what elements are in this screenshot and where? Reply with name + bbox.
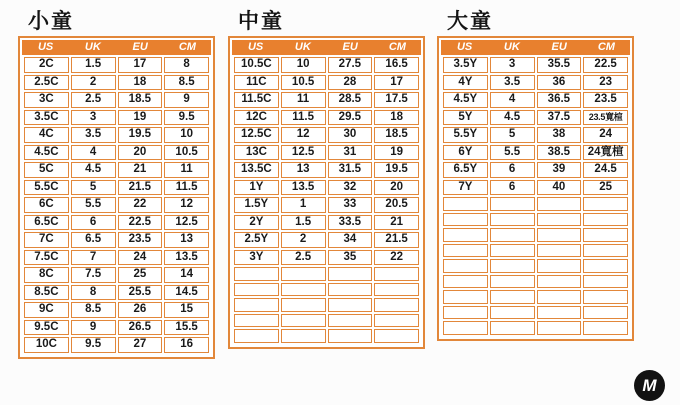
size-cell: 22.5 (583, 57, 628, 73)
table-row (234, 92, 419, 108)
size-cell: 5C (24, 162, 69, 178)
empty-cell (328, 329, 373, 343)
size-cell: 4 (490, 92, 535, 108)
table-row (443, 75, 628, 91)
column-header: CM (178, 41, 196, 53)
size-cell: 4.5Y (443, 92, 488, 108)
size-cell: 33 (328, 197, 373, 213)
size-grid (22, 55, 211, 355)
table-row (234, 298, 419, 312)
table-row (443, 228, 628, 242)
size-cell: 7C (24, 232, 69, 248)
table-row (443, 213, 628, 227)
table-row (234, 215, 419, 231)
table-row (24, 57, 209, 73)
column-header: CM (388, 41, 406, 53)
size-cell: 27.5 (328, 57, 373, 73)
size-cell: 19 (374, 145, 419, 161)
size-cell: 35 (328, 250, 373, 266)
table-row (234, 283, 419, 297)
size-cell: 4Y (443, 75, 488, 91)
size-cell: 2.5 (71, 92, 116, 108)
size-cell: 12 (164, 197, 209, 213)
empty-cell (281, 298, 326, 312)
empty-cell (490, 259, 535, 273)
size-cell: 3C (24, 92, 69, 108)
size-cell: 8C (24, 267, 69, 283)
size-cell: 5.5C (24, 180, 69, 196)
size-cell: 9C (24, 302, 69, 318)
empty-cell (443, 244, 488, 258)
size-cell: 6 (71, 215, 116, 231)
empty-cell (374, 298, 419, 312)
size-cell: 4.5C (24, 145, 69, 161)
size-cell: 8.5 (164, 75, 209, 91)
size-cell: 3 (71, 110, 116, 126)
table-row (443, 197, 628, 211)
size-cell: 6Y (443, 145, 488, 161)
size-cell: 25.5 (118, 285, 163, 301)
size-cell: 24.5 (583, 162, 628, 178)
brand-logo (634, 370, 665, 401)
size-cell: 18 (374, 110, 419, 126)
table-row (443, 306, 628, 320)
empty-cell (537, 321, 582, 335)
size-cell: 17.5 (374, 92, 419, 108)
size-cell: 15.5 (164, 320, 209, 336)
size-cell: 5.5Y (443, 127, 488, 143)
empty-cell (537, 306, 582, 320)
size-cell: 22 (118, 197, 163, 213)
size-grid (441, 55, 630, 337)
column-header: EU (551, 41, 567, 53)
size-cell: 9.5 (164, 110, 209, 126)
size-cell: 5.5 (490, 145, 535, 161)
size-cell: 24 (118, 250, 163, 266)
column-header: EU (132, 41, 148, 53)
size-cell: 2Y (234, 215, 279, 231)
empty-cell (443, 275, 488, 289)
column-header: UK (84, 41, 101, 53)
empty-cell (281, 329, 326, 343)
table-row (24, 75, 209, 91)
size-cell: 12.5C (234, 127, 279, 143)
size-cell: 10.5 (164, 145, 209, 161)
empty-cell (490, 321, 535, 335)
size-cell: 2.5C (24, 75, 69, 91)
size-cell: 22.5 (118, 215, 163, 231)
size-cell: 1 (281, 197, 326, 213)
table-row (443, 244, 628, 258)
table-row (24, 110, 209, 126)
size-cell: 4C (24, 127, 69, 143)
size-cell: 5 (71, 180, 116, 196)
table-row (234, 250, 419, 266)
empty-cell (374, 283, 419, 297)
empty-cell (583, 197, 628, 211)
empty-cell (234, 298, 279, 312)
column-header: EU (342, 41, 358, 53)
empty-cell (374, 267, 419, 281)
size-cell: 1.5 (71, 57, 116, 73)
size-cell: 30 (328, 127, 373, 143)
size-cell: 28 (328, 75, 373, 91)
size-table-medium-kids (228, 10, 425, 349)
empty-cell (374, 314, 419, 328)
table-row (443, 259, 628, 273)
size-cell: 16 (164, 337, 209, 353)
size-cell: 7Y (443, 180, 488, 196)
empty-cell (443, 321, 488, 335)
table-row (24, 302, 209, 318)
size-cell: 10 (164, 127, 209, 143)
table-header-row (441, 40, 630, 55)
size-cell: 11.5 (281, 110, 326, 126)
table-row (443, 180, 628, 196)
size-cell: 35.5 (537, 57, 582, 73)
size-cell: 4.5 (71, 162, 116, 178)
empty-cell (374, 329, 419, 343)
size-cell: 32 (328, 180, 373, 196)
size-cell: 7.5C (24, 250, 69, 266)
size-cell: 17 (118, 57, 163, 73)
empty-cell (583, 228, 628, 242)
size-cell: 11C (234, 75, 279, 91)
table-row (234, 329, 419, 343)
size-cell: 36 (537, 75, 582, 91)
size-cell: 23.5 (583, 92, 628, 108)
table-row (443, 321, 628, 335)
table-title: 大童 (447, 10, 493, 33)
size-cell: 19.5 (374, 162, 419, 178)
size-cell: 18.5 (374, 127, 419, 143)
table-row (24, 285, 209, 301)
empty-cell (443, 259, 488, 273)
table-row (24, 267, 209, 283)
size-cell: 4.5 (490, 110, 535, 126)
size-cell: 38 (537, 127, 582, 143)
column-header: US (456, 41, 473, 53)
size-cell: 39 (537, 162, 582, 178)
size-cell: 7.5 (71, 267, 116, 283)
size-cell: 20 (118, 145, 163, 161)
empty-cell (490, 228, 535, 242)
table-row (443, 145, 628, 161)
size-cell: 23.5寬楦 (583, 110, 628, 126)
size-cell: 27 (118, 337, 163, 353)
empty-cell (443, 213, 488, 227)
size-cell: 5.5 (71, 197, 116, 213)
table-frame (228, 36, 425, 349)
size-cell: 13.5 (164, 250, 209, 266)
size-cell: 19 (118, 110, 163, 126)
size-cell: 10C (24, 337, 69, 353)
empty-cell (328, 314, 373, 328)
size-cell: 3 (490, 57, 535, 73)
size-cell: 1.5 (281, 215, 326, 231)
size-cell: 6.5Y (443, 162, 488, 178)
empty-cell (490, 275, 535, 289)
empty-cell (537, 259, 582, 273)
size-cell: 12.5 (281, 145, 326, 161)
size-cell: 26.5 (118, 320, 163, 336)
table-row (443, 275, 628, 289)
size-cell: 11.5 (164, 180, 209, 196)
size-cell: 6 (490, 162, 535, 178)
size-cell: 18.5 (118, 92, 163, 108)
empty-cell (234, 329, 279, 343)
table-row (24, 337, 209, 353)
size-cell: 21.5 (374, 232, 419, 248)
empty-cell (583, 321, 628, 335)
size-cell: 3.5 (71, 127, 116, 143)
size-cell: 8.5C (24, 285, 69, 301)
size-cell: 29.5 (328, 110, 373, 126)
size-cell: 26 (118, 302, 163, 318)
table-title: 中童 (238, 10, 284, 33)
size-cell: 2 (71, 75, 116, 91)
table-row (234, 162, 419, 178)
size-cell: 40 (537, 180, 582, 196)
table-header-row (232, 40, 421, 55)
size-cell: 3.5 (490, 75, 535, 91)
size-cell: 3.5C (24, 110, 69, 126)
size-cell: 11 (164, 162, 209, 178)
empty-cell (490, 197, 535, 211)
empty-cell (234, 283, 279, 297)
table-row (24, 232, 209, 248)
table-row (443, 110, 628, 126)
size-cell: 21 (118, 162, 163, 178)
size-cell: 9 (71, 320, 116, 336)
table-row (24, 215, 209, 231)
table-row (24, 162, 209, 178)
empty-cell (490, 213, 535, 227)
empty-cell (537, 275, 582, 289)
size-cell: 13 (164, 232, 209, 248)
table-row (24, 197, 209, 213)
empty-cell (281, 267, 326, 281)
size-cell: 8 (71, 285, 116, 301)
table-row (443, 290, 628, 304)
size-cell: 4 (71, 145, 116, 161)
table-row (234, 314, 419, 328)
size-cell: 2.5Y (234, 232, 279, 248)
size-cell: 6C (24, 197, 69, 213)
size-table-small-kids (18, 10, 215, 359)
table-row (234, 197, 419, 213)
empty-cell (490, 244, 535, 258)
empty-cell (583, 259, 628, 273)
size-cell: 13.5 (281, 180, 326, 196)
size-cell: 8.5 (71, 302, 116, 318)
table-row (24, 127, 209, 143)
size-cell: 36.5 (537, 92, 582, 108)
empty-cell (443, 290, 488, 304)
size-cell: 37.5 (537, 110, 582, 126)
column-header: UK (503, 41, 520, 53)
empty-cell (537, 244, 582, 258)
size-cell: 5Y (443, 110, 488, 126)
empty-cell (583, 275, 628, 289)
empty-cell (583, 244, 628, 258)
column-header: US (247, 41, 264, 53)
empty-cell (328, 267, 373, 281)
table-row (443, 57, 628, 73)
empty-cell (490, 306, 535, 320)
table-row (24, 320, 209, 336)
size-cell: 38.5 (537, 145, 582, 161)
size-cell: 17 (374, 75, 419, 91)
size-cell: 9 (164, 92, 209, 108)
size-cell: 9.5C (24, 320, 69, 336)
table-row (234, 75, 419, 91)
size-cell: 25 (118, 267, 163, 283)
size-cell: 18 (118, 75, 163, 91)
size-cell: 13C (234, 145, 279, 161)
table-row (443, 92, 628, 108)
size-cell: 13.5C (234, 162, 279, 178)
size-cell: 5 (490, 127, 535, 143)
size-grid (232, 55, 421, 345)
size-cell: 33.5 (328, 215, 373, 231)
column-header: US (37, 41, 54, 53)
size-cell: 23 (583, 75, 628, 91)
size-cell: 11.5C (234, 92, 279, 108)
size-cell: 3.5Y (443, 57, 488, 73)
size-cell: 14.5 (164, 285, 209, 301)
size-cell: 1Y (234, 180, 279, 196)
table-row (234, 145, 419, 161)
empty-cell (537, 228, 582, 242)
size-cell: 2 (281, 232, 326, 248)
table-header-row (22, 40, 211, 55)
size-cell: 1.5Y (234, 197, 279, 213)
size-cell: 31.5 (328, 162, 373, 178)
size-cell: 10.5C (234, 57, 279, 73)
size-cell: 12 (281, 127, 326, 143)
table-row (234, 57, 419, 73)
empty-cell (281, 314, 326, 328)
empty-cell (281, 283, 326, 297)
empty-cell (537, 197, 582, 211)
empty-cell (328, 298, 373, 312)
empty-cell (328, 283, 373, 297)
size-cell: 3Y (234, 250, 279, 266)
size-cell: 2.5 (281, 250, 326, 266)
size-cell: 6 (490, 180, 535, 196)
size-table-big-kids (437, 10, 634, 341)
size-cell: 19.5 (118, 127, 163, 143)
size-cell: 12.5 (164, 215, 209, 231)
size-cell: 13 (281, 162, 326, 178)
empty-cell (234, 267, 279, 281)
size-cell: 16.5 (374, 57, 419, 73)
size-cell: 24寬楦 (583, 145, 628, 161)
column-header: UK (294, 41, 311, 53)
size-cell: 14 (164, 267, 209, 283)
empty-cell (537, 213, 582, 227)
empty-cell (583, 306, 628, 320)
size-cell: 8 (164, 57, 209, 73)
size-cell: 12C (234, 110, 279, 126)
size-cell: 22 (374, 250, 419, 266)
empty-cell (537, 290, 582, 304)
table-row (234, 232, 419, 248)
table-row (24, 92, 209, 108)
size-cell: 11 (281, 92, 326, 108)
empty-cell (443, 306, 488, 320)
size-cell: 31 (328, 145, 373, 161)
brand-logo-letter: M (642, 375, 657, 395)
table-frame (437, 36, 634, 341)
size-cell: 10.5 (281, 75, 326, 91)
column-header: CM (597, 41, 615, 53)
size-cell: 6.5C (24, 215, 69, 231)
size-cell: 21.5 (118, 180, 163, 196)
table-row (443, 162, 628, 178)
empty-cell (443, 197, 488, 211)
table-row (24, 250, 209, 266)
size-cell: 24 (583, 127, 628, 143)
size-cell: 20.5 (374, 197, 419, 213)
size-cell: 25 (583, 180, 628, 196)
table-title: 小童 (28, 10, 74, 33)
empty-cell (443, 228, 488, 242)
size-cell: 23.5 (118, 232, 163, 248)
empty-cell (583, 290, 628, 304)
table-row (234, 267, 419, 281)
size-cell: 9.5 (71, 337, 116, 353)
size-cell: 10 (281, 57, 326, 73)
size-cell: 2C (24, 57, 69, 73)
table-row (234, 127, 419, 143)
table-row (234, 110, 419, 126)
size-cell: 20 (374, 180, 419, 196)
size-cell: 28.5 (328, 92, 373, 108)
table-row (24, 180, 209, 196)
empty-cell (490, 290, 535, 304)
table-row (234, 180, 419, 196)
size-cell: 7 (71, 250, 116, 266)
empty-cell (234, 314, 279, 328)
size-cell: 6.5 (71, 232, 116, 248)
table-row (24, 145, 209, 161)
table-row (443, 127, 628, 143)
size-cell: 34 (328, 232, 373, 248)
size-cell: 15 (164, 302, 209, 318)
empty-cell (583, 213, 628, 227)
table-frame (18, 36, 215, 359)
size-cell: 21 (374, 215, 419, 231)
